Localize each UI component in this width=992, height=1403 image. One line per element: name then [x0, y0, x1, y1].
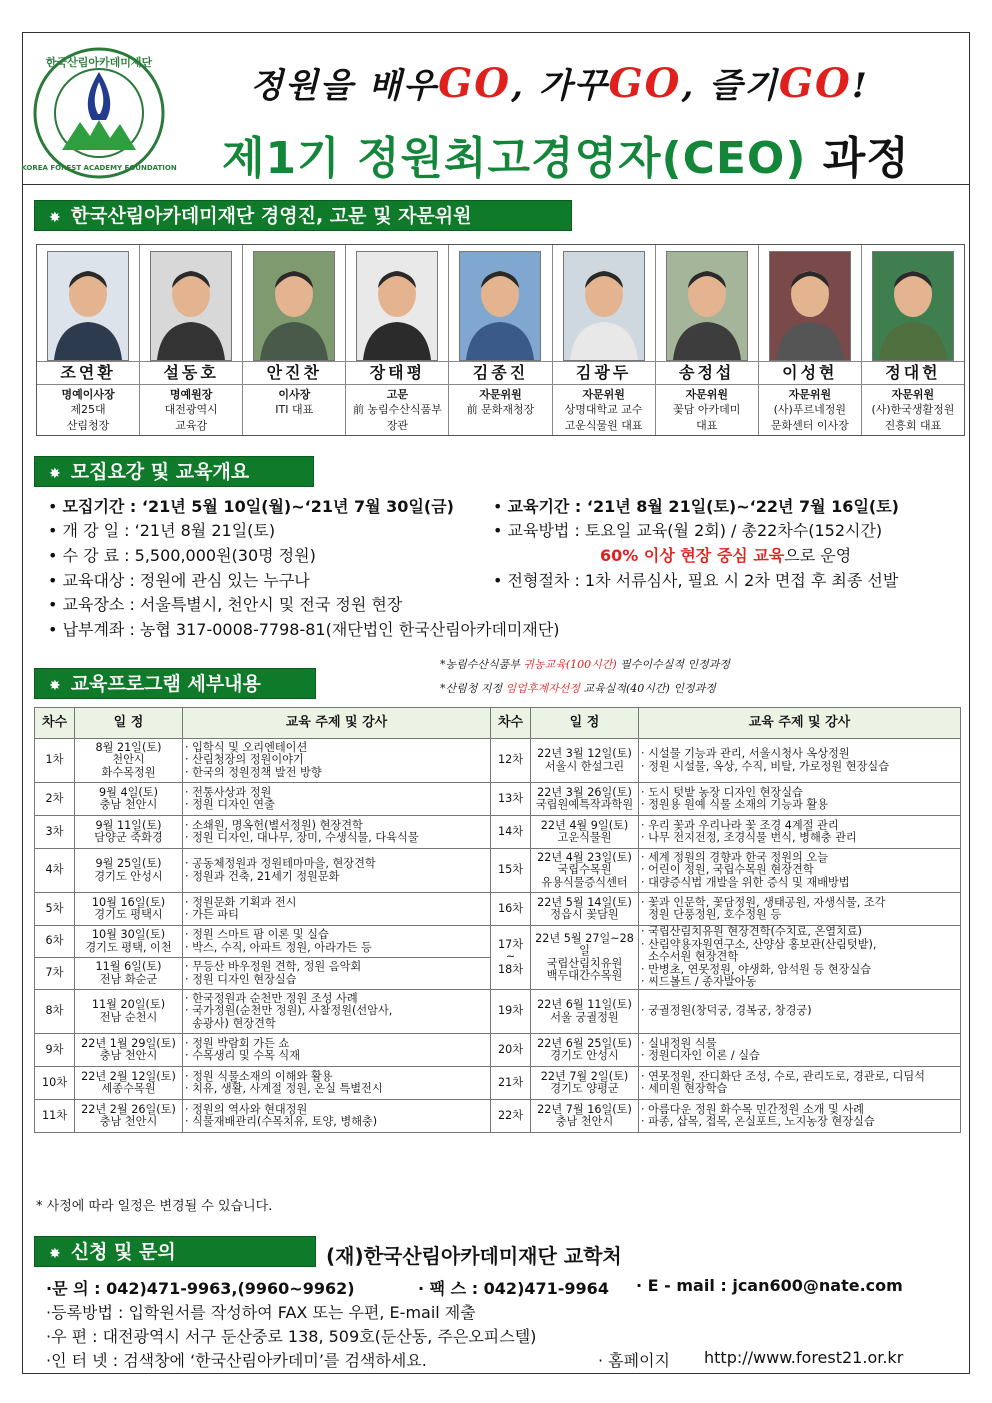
- table-row: [35, 783, 961, 816]
- staff-desc: 꽃담 아카데미 대표: [673, 403, 741, 432]
- table-row: [35, 990, 961, 1034]
- staff-member: [553, 245, 656, 435]
- edu-method: • 교육방법 : 토요일 교육(월 2회) / 총22차수(152시간): [493, 521, 883, 540]
- date-cell: 22년 3월 26일(토) 국립원예특작과학원: [531, 783, 639, 816]
- contact-phone: ·문 의 : 042)471-9963,(9960~9962): [46, 1279, 355, 1298]
- portrait-photo: [769, 251, 851, 361]
- date-cell: 9월 11일(토) 담양군 죽화경: [75, 816, 183, 849]
- col-topic: 교육 주제 및 강사: [639, 708, 961, 739]
- date-cell: 10월 16일(토) 경기도 평택시: [75, 893, 183, 926]
- topic-cell: · 공동체정원과 정원테마마을, 현장견학 · 정원과 건축, 21세기 정원문화: [183, 849, 491, 893]
- topic-cell: · 연못정원, 잔디화단 조성, 수로, 관리도로, 경관로, 디딤석 · 세미원 현장학습: [639, 1067, 961, 1100]
- portrait-photo: [563, 251, 645, 361]
- round-cell: 2차: [35, 783, 75, 816]
- staff-role: 고문: [386, 388, 409, 401]
- portrait-photo: [253, 251, 335, 361]
- flower-icon: ✸: [49, 678, 61, 694]
- staff-name: 송정섭: [656, 361, 758, 385]
- date-cell: 22년 5월 27일~28일 국립산림치유원 백두대간수목원: [531, 926, 639, 990]
- table-row: [35, 849, 961, 893]
- date-cell: 22년 2월 12일(토) 세종수목원: [75, 1067, 183, 1100]
- footnote: * 사정에 따라 일정은 변경될 수 있습니다.: [36, 1199, 273, 1214]
- date-cell: 22년 7월 16일(토) 충남 천안시: [531, 1100, 639, 1133]
- table-row: [35, 1100, 961, 1133]
- round-cell: 6차: [35, 926, 75, 958]
- round-cell: 4차: [35, 849, 75, 893]
- topic-cell: · 도시 텃밭 농장 디자인 현장실습 · 정원용 원예 식물 소재의 기능과 활용: [639, 783, 961, 816]
- contact-org: (재)한국산림아카데미재단 교학처: [326, 1244, 622, 1268]
- staff-desc: 상명대학교 교수 고운식물원 대표: [564, 403, 643, 432]
- contact-fax: · 팩 스 : 042)471-9964: [418, 1279, 609, 1298]
- topic-cell: · 소쇄원, 명옥헌(별서정원) 현장견학 · 정원 디자인, 대나무, 장미, 수생식물, 다육식물: [183, 816, 491, 849]
- round-cell: 13차: [491, 783, 531, 816]
- topic-cell: · 정원 스마트 팜 이론 및 실습 · 박스, 수직, 아파트 정원, 아라가든 등: [183, 926, 491, 958]
- staff-desc: (사)푸르네정원 문화센터 이사장: [770, 403, 849, 432]
- section-header-staff: ✸ 한국산림아카데미재단 경영진, 고문 및 자문위원: [34, 200, 572, 231]
- staff-role: 명예원장: [169, 388, 213, 401]
- payment-account: • 납부계좌 : 농협 317-0008-7798-81(재단법인 한국산림아카데미재단): [48, 620, 560, 639]
- date-cell: 22년 1월 29일(토) 충남 천안시: [75, 1034, 183, 1067]
- section-header-contact: ✸ 신청 및 문의: [34, 1236, 316, 1267]
- staff-desc: 前 문화재청장: [466, 403, 535, 416]
- edu-period: • 교육기간 : ‘21년 8월 21일(토)~‘22년 7월 16일(토): [493, 497, 899, 516]
- topic-cell: · 정원 박람회 가든 쇼 · 수목생리 및 수목 식재: [183, 1034, 491, 1067]
- staff-name: 안진찬: [243, 361, 345, 385]
- note-farming: *농림수산식품부 귀농교육(100시간) 필수이수실적 인정과정: [440, 658, 730, 671]
- staff-role: 자문위원: [582, 388, 625, 401]
- homepage-link[interactable]: http://www.forest21.or.kr: [704, 1348, 904, 1367]
- page-frame: [22, 32, 970, 1374]
- portrait-photo: [666, 251, 748, 361]
- svg-text:한국산림아카데미재단: 한국산림아카데미재단: [45, 56, 153, 69]
- date-cell: 22년 5월 14일(토) 정읍시 꽃담원: [531, 893, 639, 926]
- col-round: 차수: [35, 708, 75, 739]
- table-row: [35, 926, 961, 958]
- col-date: 일 정: [75, 708, 183, 739]
- staff-role: 명예이사장: [61, 388, 115, 401]
- edu-target: • 교육대상 : 정원에 관심 있는 누구나: [48, 571, 310, 590]
- staff-member: [862, 245, 964, 435]
- staff-name: 이성현: [759, 361, 861, 385]
- svg-text:KOREA FOREST ACADEMY FOUNDATIO: KOREA FOREST ACADEMY FOUNDATION: [21, 164, 177, 172]
- homepage-label: · 홈페이지: [598, 1351, 670, 1370]
- staff-role: 자문위원: [685, 388, 728, 401]
- topic-cell: · 우리 꽃과 우리나라 꽃 조경 4계절 관리 · 나무 전지전정, 조경식물 번식, 병해충 관리: [639, 816, 961, 849]
- round-cell: 9차: [35, 1034, 75, 1067]
- topic-cell: · 실내정원 식물 · 정원디자인 이론 / 실습: [639, 1034, 961, 1067]
- date-cell: 22년 4월 9일(토) 고운식물원: [531, 816, 639, 849]
- date-cell: 22년 4월 23일(토) 국립수목원 유용식물증식센터: [531, 849, 639, 893]
- topic-cell: · 전통사상과 정원 · 정원 디자인 연출: [183, 783, 491, 816]
- portrait-photo: [150, 251, 232, 361]
- portrait-photo: [356, 251, 438, 361]
- staff-name: 김광두: [553, 361, 655, 385]
- round-cell: 14차: [491, 816, 531, 849]
- staff-name: 김종진: [449, 361, 551, 385]
- staff-member: [346, 245, 449, 435]
- contact-internet: ·인 터 넷 : 검색창에 ‘한국산림아카데미’를 검색하세요.: [46, 1351, 427, 1370]
- edu-place: • 교육장소 : 서울특별시, 천안시 및 전국 정원 현장: [48, 595, 403, 614]
- col-topic: 교육 주제 및 강사: [183, 708, 491, 739]
- recruit-period: • 모집기간 : ‘21년 5월 10일(월)~‘21년 7월 30일(금): [48, 497, 454, 516]
- staff-desc: (사)한국생활정원 진흥회 대표: [871, 403, 955, 432]
- field-ratio: 60% 이상 현장 중심 교육으로 운영: [600, 546, 852, 565]
- table-row: [35, 893, 961, 926]
- table-header-row: [35, 708, 961, 739]
- contact-mail: ·우 편 : 대전광역시 서구 둔산중로 138, 509호(둔산동, 주은오피스텔): [46, 1327, 537, 1346]
- program-table: [34, 707, 961, 1133]
- topic-cell: · 한국정원과 순천만 정원 조성 사례 · 국가정원(순천만 정원), 사찰정원(선암사, 송광사) 현장견학: [183, 990, 491, 1034]
- round-cell: 21차: [491, 1067, 531, 1100]
- staff-member: [449, 245, 552, 435]
- topic-cell: · 궁궐정원(창덕궁, 경복궁, 창경궁): [639, 990, 961, 1034]
- opening-date: • 개 강 일 : ‘21년 8월 21일(토): [48, 521, 276, 540]
- staff-role: 자문위원: [479, 388, 522, 401]
- staff-member: [759, 245, 862, 435]
- topic-cell: · 세계 정원의 경향과 한국 정원의 오늘 · 어린이 정원, 국립수목원 현장견학 · 대량증식법 개발을 위한 증식 및 재배방법: [639, 849, 961, 893]
- date-cell: 22년 2월 26일(토) 충남 천안시: [75, 1100, 183, 1133]
- round-cell: 1차: [35, 739, 75, 783]
- topic-cell: · 국립산림치유원 현장견학(수치료, 온열치료) · 산림약용자원연구소, 산양삼 홍보관(산림텃밭), 소수서원 현장견학 · 만병초, 연못정원, 야생화, 암석원 등 현장실습 · 씨드볼트 / 종자발아동: [639, 926, 961, 990]
- staff-desc: 대전광역시 교육감: [164, 403, 218, 432]
- staff-desc: 제25대 산림청장: [66, 403, 110, 432]
- staff-member: [656, 245, 759, 435]
- foundation-logo: [21, 46, 177, 180]
- staff-panel: [36, 244, 965, 436]
- table-row: [35, 739, 961, 783]
- staff-member: [37, 245, 140, 435]
- table-row: [35, 1034, 961, 1067]
- staff-desc: 前 농림수산식품부 장관: [352, 403, 442, 432]
- topic-cell: · 시설물 기능과 관리, 서울시청사 옥상정원 · 정원 시설물, 옥상, 수직, 비탈, 가로정원 현장실습: [639, 739, 961, 783]
- portrait-photo: [872, 251, 954, 361]
- date-cell: 22년 3월 12일(토) 서울시 한설그린: [531, 739, 639, 783]
- date-cell: 11월 20일(토) 전남 순천시: [75, 990, 183, 1034]
- round-cell: 3차: [35, 816, 75, 849]
- staff-name: 정대헌: [862, 361, 964, 385]
- date-cell: 22년 6월 25일(토) 경기도 안성시: [531, 1034, 639, 1067]
- date-cell: 8월 21일(토) 천안시 화수목정원: [75, 739, 183, 783]
- round-cell: 11차: [35, 1100, 75, 1133]
- date-cell: 10월 30일(토) 경기도 평택, 이천: [75, 926, 183, 958]
- round-cell: 16차: [491, 893, 531, 926]
- flower-icon: ✸: [49, 210, 61, 226]
- flower-icon: ✸: [49, 466, 61, 482]
- staff-desc: ITI 대표: [275, 403, 314, 416]
- round-cell: 12차: [491, 739, 531, 783]
- topic-cell: · 꽃과 인문학, 꽃담정원, 생태공원, 자생식물, 조각 정원 단풍정원, 호수정원 등: [639, 893, 961, 926]
- round-cell: 10차: [35, 1067, 75, 1100]
- date-cell: 22년 6월 11일(토) 서울 궁궐정원: [531, 990, 639, 1034]
- slogan: 정원을 배우GO, 가꾸GO, 즐기GO!: [250, 60, 869, 107]
- round-cell: 8차: [35, 990, 75, 1034]
- date-cell: 11월 6일(토) 전남 화순군: [75, 958, 183, 990]
- page-title: 제1기 정원최고경영자(CEO) 과정: [222, 133, 910, 184]
- staff-role: 자문위원: [891, 388, 935, 401]
- staff-member: [243, 245, 346, 435]
- portrait-photo: [459, 251, 541, 361]
- flower-icon: ✸: [49, 1246, 61, 1262]
- staff-role: 자문위원: [788, 388, 832, 401]
- round-cell: 15차: [491, 849, 531, 893]
- topic-cell: · 무등산 바우정원 견학, 정원 음악회 · 정원 디자인 현장실습: [183, 958, 491, 990]
- tuition-fee: • 수 강 료 : 5,500,000원(30명 정원): [48, 546, 316, 565]
- date-cell: 9월 4일(토) 충남 천안시: [75, 783, 183, 816]
- round-cell: 20차: [491, 1034, 531, 1067]
- round-cell: 19차: [491, 990, 531, 1034]
- contact-register: ·등록방법 : 입학원서를 작성하여 FAX 또는 우편, E-mail 제출: [46, 1303, 476, 1322]
- date-cell: 9월 25일(토) 경기도 안성시: [75, 849, 183, 893]
- staff-member: [140, 245, 243, 435]
- round-cell: 7차: [35, 958, 75, 990]
- staff-name: 장태평: [346, 361, 448, 385]
- selection-process: • 전형절차 : 1차 서류심사, 필요 시 2차 면접 후 최종 선발: [493, 571, 899, 590]
- staff-role: 이사장: [278, 388, 311, 401]
- table-row: [35, 816, 961, 849]
- round-cell: 22차: [491, 1100, 531, 1133]
- date-cell: 22년 7월 2일(토) 경기도 양평군: [531, 1067, 639, 1100]
- section-header-program: ✸ 교육프로그램 세부내용: [34, 668, 316, 699]
- round-cell: 17차 ~ 18차: [491, 926, 531, 990]
- note-forestry: *산림청 지정 임업후계자선정 교육실적(40시간) 인정과정: [440, 682, 716, 695]
- topic-cell: · 정원의 역사와 현대정원 · 식물재배관리(수목치유, 토양, 병해충): [183, 1100, 491, 1133]
- topic-cell: · 아름다운 정원 화수목 민간정원 소개 및 사례 · 파종, 삽목, 접목, 온실포트, 노지농장 현장실습: [639, 1100, 961, 1133]
- section-header-overview: ✸ 모집요강 및 교육개요: [34, 456, 314, 487]
- round-cell: 5차: [35, 893, 75, 926]
- table-row: [35, 1067, 961, 1100]
- topic-cell: · 정원 식물소재의 이해와 활용 · 치유, 생활, 사계절 정원, 온실 특별전시: [183, 1067, 491, 1100]
- col-round: 차수: [491, 708, 531, 739]
- topic-cell: · 정원문화 기획과 전시 · 가든 파티: [183, 893, 491, 926]
- topic-cell: · 입학식 및 오리엔테이션 · 산림청장의 정원이야기 · 한국의 정원정책 발전 방향: [183, 739, 491, 783]
- portrait-photo: [47, 251, 129, 361]
- staff-name: 조연환: [37, 361, 139, 385]
- col-date: 일 정: [531, 708, 639, 739]
- staff-name: 설동호: [140, 361, 242, 385]
- contact-email[interactable]: · E - mail : jcan600@nate.com: [636, 1276, 903, 1295]
